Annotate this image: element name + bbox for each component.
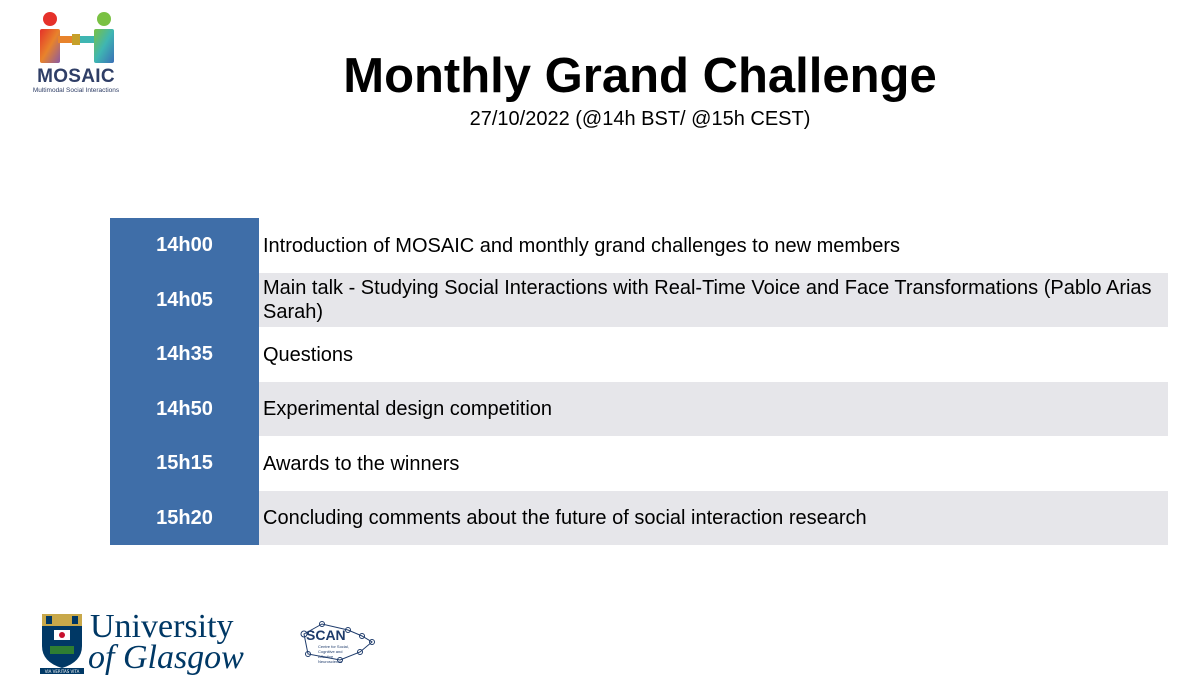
glasgow-crest-icon xyxy=(40,612,84,674)
scan-logo xyxy=(296,620,380,666)
mosaic-people-icon xyxy=(34,10,118,68)
mosaic-logo xyxy=(26,10,126,95)
agenda-item: Experimental design competition xyxy=(259,382,1168,436)
scan-tagline: Centre for Social, Cognitive and Affective Neuroscience xyxy=(318,644,349,664)
schedule-table xyxy=(110,218,1168,545)
time-cell: 14h35 xyxy=(110,327,259,382)
table-row xyxy=(110,436,1168,491)
agenda-item: Concluding comments about the future of social interaction research xyxy=(259,491,1168,545)
glasgow-motto: VIA VERITAS VITA xyxy=(44,669,80,674)
mosaic-tagline: Multimodal Social Interactions xyxy=(32,87,120,94)
time-cell: 14h05 xyxy=(110,273,259,327)
agenda-item: Awards to the winners xyxy=(259,436,1168,491)
time-cell: 14h00 xyxy=(110,218,259,273)
scan-wordmark: SCAN xyxy=(306,627,346,643)
page-subtitle: 27/10/2022 (@14h BST/ @15h CEST) xyxy=(469,108,811,130)
agenda-item: Questions xyxy=(259,327,1168,382)
university-of-glasgow-logo xyxy=(40,610,250,680)
page-header xyxy=(340,48,940,132)
table-row xyxy=(110,218,1168,273)
page-title: Monthly Grand Challenge xyxy=(343,49,937,103)
agenda-item: Introduction of MOSAIC and monthly grand challenges to new members xyxy=(259,218,1168,273)
glasgow-wordmark-line2: of Glasgow xyxy=(88,639,244,676)
time-cell: 14h50 xyxy=(110,382,259,436)
table-row xyxy=(110,327,1168,382)
table-row xyxy=(110,491,1168,545)
time-cell: 15h20 xyxy=(110,491,259,545)
agenda-item: Main talk - Studying Social Interactions with Real-Time Voice and Face Transformations (Pablo Arias Sarah) xyxy=(259,273,1168,327)
glasgow-wordmark-line1: University xyxy=(90,608,234,645)
table-row xyxy=(110,273,1168,327)
table-row xyxy=(110,382,1168,436)
mosaic-wordmark: MOSAIC xyxy=(37,66,115,87)
time-cell: 15h15 xyxy=(110,436,259,491)
